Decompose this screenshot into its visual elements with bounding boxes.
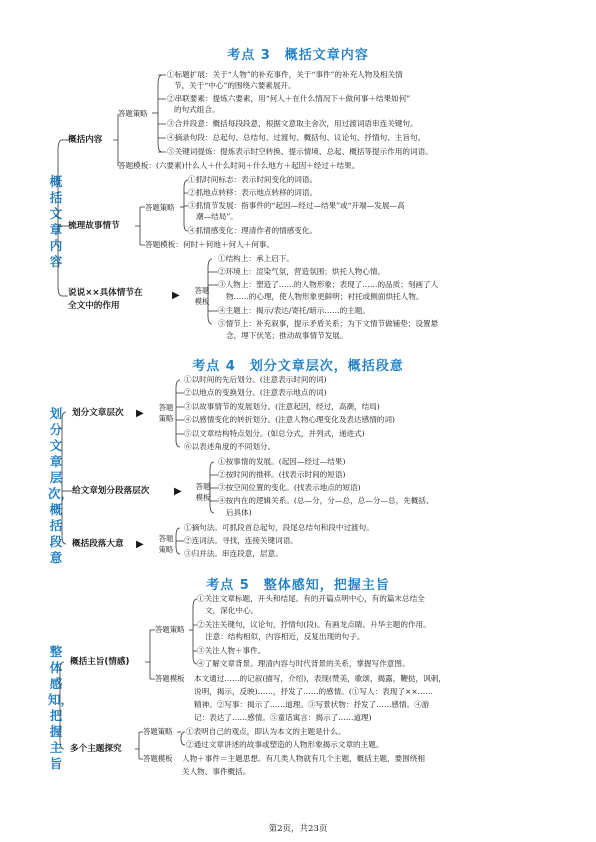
list-item: 物……的心理，使人物形象更鲜明；衬托或侧面烘托人物。	[226, 292, 424, 301]
list-item: 本文通过……的记叙(描写，介绍)，表现(赞美，歌颂，揭露，鞭挞，讽刺，	[194, 674, 446, 683]
section5-title: 考点 5 整体感知，把握主旨	[206, 578, 390, 593]
list-item: ④抓情感变化：理清作者的情感变化。	[188, 226, 318, 235]
list-item: ⑤关键词提炼：提炼表示时空转换、提示情境、总起、概括等提示作用的词语。	[167, 147, 433, 156]
list-item: 关人物、事件概括。	[182, 767, 251, 776]
s4-node-paragraph-meaning: 概括段落大意	[72, 539, 124, 549]
s5-b-template-label: 答题模板	[143, 754, 173, 763]
list-item: ③关注人物＋事件。	[197, 646, 266, 655]
list-item: 念，埋下伏笔；推动故事情节发展。	[226, 331, 348, 340]
section4-vertical-title: 划分文章层次，概括段意	[48, 406, 74, 565]
list-item: ②按时间的推移。(找表示时间的短语)	[218, 470, 346, 479]
section5-vertical-title: 整体感知，把握主旨	[48, 644, 74, 771]
s3-b-template: 答题模板：何时＋何地＋何人＋何事。	[145, 240, 275, 249]
s4-node-paragraph-layers: 给文章划分段落层次	[72, 486, 150, 496]
list-item: ①摘句法。可抓段首总起句，段尾总结句和段中过渡句。	[184, 523, 374, 532]
list-item: ①按事情的发展。(起因—经过—结果)	[218, 457, 346, 466]
section4-title: 考点 4 划分文章层次，概括段意	[192, 359, 404, 374]
list-item: ①结构上：承上启下。	[218, 254, 294, 263]
list-item: 潮—结局”。	[196, 212, 238, 221]
s5-node-theme: 概括主旨(情感)	[70, 657, 130, 667]
list-item: ③人物上：塑造了……的人物形象；表现了……的品质；刻画了人	[218, 280, 439, 289]
list-item: 的句式组合。	[174, 105, 220, 114]
s5-node-multi-theme: 多个主题探究	[70, 744, 122, 754]
s5-a-template-label: 答题模板	[155, 674, 185, 683]
list-item: 节，关于“中心”的围绕六要素展开。	[174, 81, 296, 90]
list-item: ②通过文章讲述的故事或塑造的人物形象揭示文章的主题。	[186, 740, 384, 749]
list-item: ⑤情节上：补充叙事，提示矛盾关系；为下文情节做铺垫；设置悬	[218, 319, 439, 328]
list-item: ②环境上：渲染气氛，营造氛围；烘托人物心情。	[218, 267, 386, 276]
list-item: 文，深化中心。	[205, 606, 259, 615]
list-item: ④以感情变化的转折划分。(注意人物心理变化及表达感情的词)	[184, 415, 395, 424]
arrow-right-icon: ▶	[174, 486, 182, 497]
list-item: ②抓地点转移：表示地点转移的词语。	[188, 188, 318, 197]
list-item: ⑥以表述角度的不同划分。	[184, 442, 276, 451]
s5-b-strategy-label: 答题策略	[143, 727, 173, 736]
s3-node-plot-role-2: 全文中的作用	[68, 301, 120, 311]
s3-node-summarize-content: 概括内容	[68, 135, 103, 145]
list-item: 记：表达了……感情。⑤童话寓言：揭示了……道理)	[194, 713, 372, 722]
list-item: ①以时间的先后划分。(注意表示时间的词)	[184, 375, 327, 384]
list-item: ②以地点的变换划分。(注意表示地点的词)	[184, 388, 327, 397]
list-item: 注意：结构相似，内容相近，反复出现的句子。	[205, 632, 365, 641]
list-item: 人物＋事件＝主题思想。有几类人物就有几个主题，概括主题，要围绕相	[182, 754, 425, 763]
list-item: ②连词法。寻找，连接关键词语。	[184, 536, 298, 545]
arrow-right-icon: ▶	[172, 290, 180, 301]
list-item: ④摘录句段：总起句、总结句、过渡句、概括句、议论句、抒情句、主旨句。	[167, 133, 426, 142]
s5-a-strategy-label: 答题策略	[155, 625, 185, 634]
list-item: ②关注关键句，议论句，抒情句(段)。有画龙点睛、升华主题的作用。	[197, 620, 431, 629]
list-item: 精神。②写事：揭示了……道理。③写景状物：抒发了……感情。④游	[194, 700, 430, 709]
list-item: ③归并法。串连段意，层意。	[184, 549, 283, 558]
list-item: ⑤以文章结构特点划分。(如总分式，并列式，递进式)	[184, 429, 365, 438]
s3-b-strategy-label: 答题策略	[145, 203, 175, 212]
list-item: ③以故事情节的发展划分。(注意起因，经过，高潮，结局)	[184, 402, 380, 411]
section3-vertical-title: 概括文章内容	[49, 174, 63, 269]
list-item: ④按内在的逻辑关系。(总—分，分—总，总—分—总，先概括、	[218, 496, 434, 505]
list-item: ①关注文章标题，开头和结尾。有的开篇点明中心，有的篇末总结全	[197, 594, 425, 603]
s3-node-plot-role-1: 说说××具体情节在	[68, 288, 143, 298]
list-item: ①抓时间标志：表示时间变化的词语。	[188, 175, 318, 184]
list-item: ③抓情节发展：指事件的“起因—经过—结果”或“开端—发展—高	[188, 201, 405, 210]
section3-title: 考点 3 概括文章内容	[227, 48, 369, 63]
s3-node-plot: 梳理故事情节	[68, 221, 120, 231]
s4-c-label: 答题策略	[158, 534, 174, 554]
list-item: ①标题扩展：关于“人物”的补充事件，关于“事件”的补充人物及相关情	[167, 70, 403, 79]
s3-c-label: 答题模板	[194, 286, 210, 306]
list-item: ④了解文章背景。理清内容与时代背景的关系，掌握写作意图。	[197, 659, 410, 668]
list-item: ③合并段意：概括每段段意，根据文意取主舍次，用过渡词语串连关键句。	[167, 119, 418, 128]
list-item: ④主题上：揭示/表达/寄托/暗示……的主题。	[218, 306, 370, 315]
list-item: ①表明自己的观点，即认为本文的主题是什么。	[186, 727, 346, 736]
s4-b-label: 答题模板	[195, 482, 211, 502]
list-item: 说明，揭示，反映)……，抒发了……的感情。(①写人：表现了××……	[194, 687, 433, 696]
s3-a-strategy-label: 答题策略	[118, 109, 148, 118]
s3-a-template: 答题模板：(六要素)什么人＋什么时间＋什么地方＋起因＋经过＋结果。	[118, 161, 360, 170]
page-footer: 第2页，共23页	[268, 824, 328, 834]
arrow-right-icon: ▶	[136, 539, 144, 550]
list-item: ②串联要素：提炼六要素，用“何人＋在什么情况下＋做何事＋结果如何”	[167, 94, 411, 103]
s3-main-brace	[58, 140, 62, 296]
s4-a-label: 答题策略	[158, 403, 174, 423]
arrow-right-icon: ▶	[136, 408, 144, 419]
list-item: 后具体)	[226, 508, 252, 517]
s4-node-divide-layers: 划分文章层次	[72, 408, 124, 418]
list-item: ③按空间位置的变化。(找表示地点的短语)	[218, 483, 361, 492]
